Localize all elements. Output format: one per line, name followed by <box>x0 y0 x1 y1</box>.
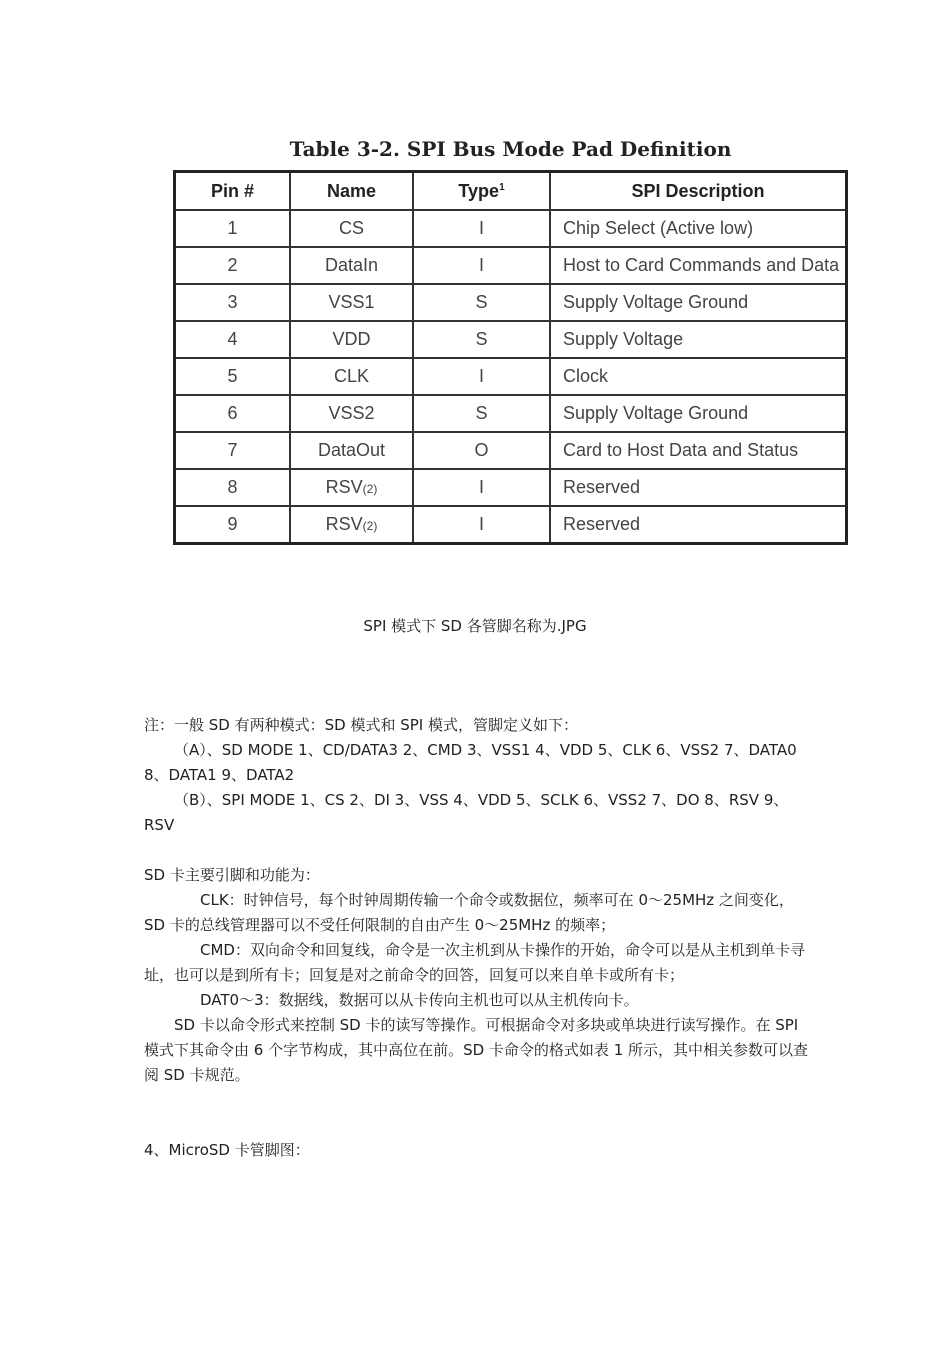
pins-cmd: CMD：双向命令和回复线，命令是一次主机到从卡操作的开始，命令可以是从主机到单卡寻址，也可以是到所有卡；回复是对之前命令的回答，回复可以来自单卡或所有卡； <box>144 941 805 984</box>
pins-dat: DAT0～3：数据线，数据可以从卡传向主机也可以从主机传向卡。 <box>200 991 639 1009</box>
name-subscript: (2) <box>362 482 378 496</box>
type-cell: I <box>413 210 550 247</box>
pin-cell: 8 <box>175 469 291 506</box>
description-cell: Clock <box>550 358 847 395</box>
name-text: VSS2 <box>328 403 375 423</box>
type-cell: I <box>413 506 550 544</box>
spi-pad-definition-table <box>173 170 848 545</box>
header-type <box>413 172 550 211</box>
table-row <box>175 284 847 321</box>
notes-mode-b: （B）、SPI MODE 1、CS 2、DI 3、VSS 4、VDD 5、SCLK 6、VSS2 7、DO 8、RSV 9、RSV <box>144 791 789 834</box>
name-text: VSS1 <box>328 292 375 312</box>
name-text: CLK <box>333 366 369 386</box>
type-cell: S <box>413 284 550 321</box>
description-cell: Supply Voltage Ground <box>550 284 847 321</box>
description-cell: Chip Select (Active low) <box>550 210 847 247</box>
pins-block <box>144 863 814 1088</box>
notes-intro: 注：一般 SD 有两种模式：SD 模式和 SPI 模式，管脚定义如下： <box>144 716 578 734</box>
header-pin: Pin # <box>175 172 291 211</box>
pin-cell: 2 <box>175 247 291 284</box>
pin-cell: 6 <box>175 395 291 432</box>
description-cell: Host to Card Commands and Data <box>550 247 847 284</box>
header-name: Name <box>290 172 413 211</box>
table-row <box>175 469 847 506</box>
description-cell: Reserved <box>550 506 847 544</box>
table-row <box>175 395 847 432</box>
header-description: SPI Description <box>550 172 847 211</box>
name-cell <box>290 247 413 284</box>
table-row <box>175 432 847 469</box>
name-text: DataIn <box>324 255 379 275</box>
pin-cell: 1 <box>175 210 291 247</box>
type-cell: S <box>413 321 550 358</box>
table-row <box>175 506 847 544</box>
pin-cell: 7 <box>175 432 291 469</box>
name-cell <box>290 506 413 544</box>
name-cell <box>290 321 413 358</box>
pin-cell: 4 <box>175 321 291 358</box>
pin-cell: 5 <box>175 358 291 395</box>
name-text: RSV <box>325 477 363 497</box>
header-type-sup: 1 <box>499 181 505 193</box>
section-heading: 4、MicroSD 卡管脚图： <box>144 1141 310 1159</box>
pins-clk: CLK：时钟信号，每个时钟周期传输一个命令或数据位，频率可在 0～25MHz 之间变化，SD 卡的总线管理器可以不受任何限制的自由产生 0～25MHz 的频率； <box>144 891 794 934</box>
name-cell <box>290 395 413 432</box>
description-cell: Supply Voltage Ground <box>550 395 847 432</box>
name-subscript: (2) <box>362 519 378 533</box>
notes-mode-a: （A）、SD MODE 1、CD/DATA3 2、CMD 3、VSS1 4、VDD 5、CLK 6、VSS2 7、DATA0 8、DATA1 9、DATA2 <box>144 741 797 784</box>
type-cell: S <box>413 395 550 432</box>
table-row <box>175 247 847 284</box>
description-cell: Reserved <box>550 469 847 506</box>
type-cell: I <box>413 247 550 284</box>
pin-cell: 9 <box>175 506 291 544</box>
table-row <box>175 210 847 247</box>
type-cell: I <box>413 469 550 506</box>
table-row <box>175 358 847 395</box>
name-text: CS <box>338 218 364 238</box>
name-text: DataOut <box>317 440 386 460</box>
header-type-label: Type <box>458 180 500 201</box>
pins-heading: SD 卡主要引脚和功能为： <box>144 866 320 884</box>
table-row <box>175 321 847 358</box>
name-cell <box>290 284 413 321</box>
name-cell <box>290 358 413 395</box>
name-text: VDD <box>332 329 371 349</box>
table-title: Table 3-2. SPI Bus Mode Pad Definition <box>289 137 732 161</box>
type-cell: O <box>413 432 550 469</box>
pins-summary: SD 卡以命令形式来控制 SD 卡的读写等操作。可根据命令对多块或单块进行读写操作。在 SPI 模式下其命令由 6 个字节构成，其中高位在前。SD 卡命令的格式如表 1 所示，其中相关参数可以查阅 SD 卡规范。 <box>144 1016 809 1084</box>
image-caption: SPI 模式下 SD 各管脚名称为.JPG <box>363 617 587 635</box>
name-cell <box>290 469 413 506</box>
name-cell <box>290 432 413 469</box>
name-text: RSV <box>325 514 363 534</box>
description-cell: Card to Host Data and Status <box>550 432 847 469</box>
description-cell: Supply Voltage <box>550 321 847 358</box>
type-cell: I <box>413 358 550 395</box>
name-cell <box>290 210 413 247</box>
notes-block <box>144 713 814 838</box>
table-header-row <box>175 172 847 211</box>
pin-cell: 3 <box>175 284 291 321</box>
